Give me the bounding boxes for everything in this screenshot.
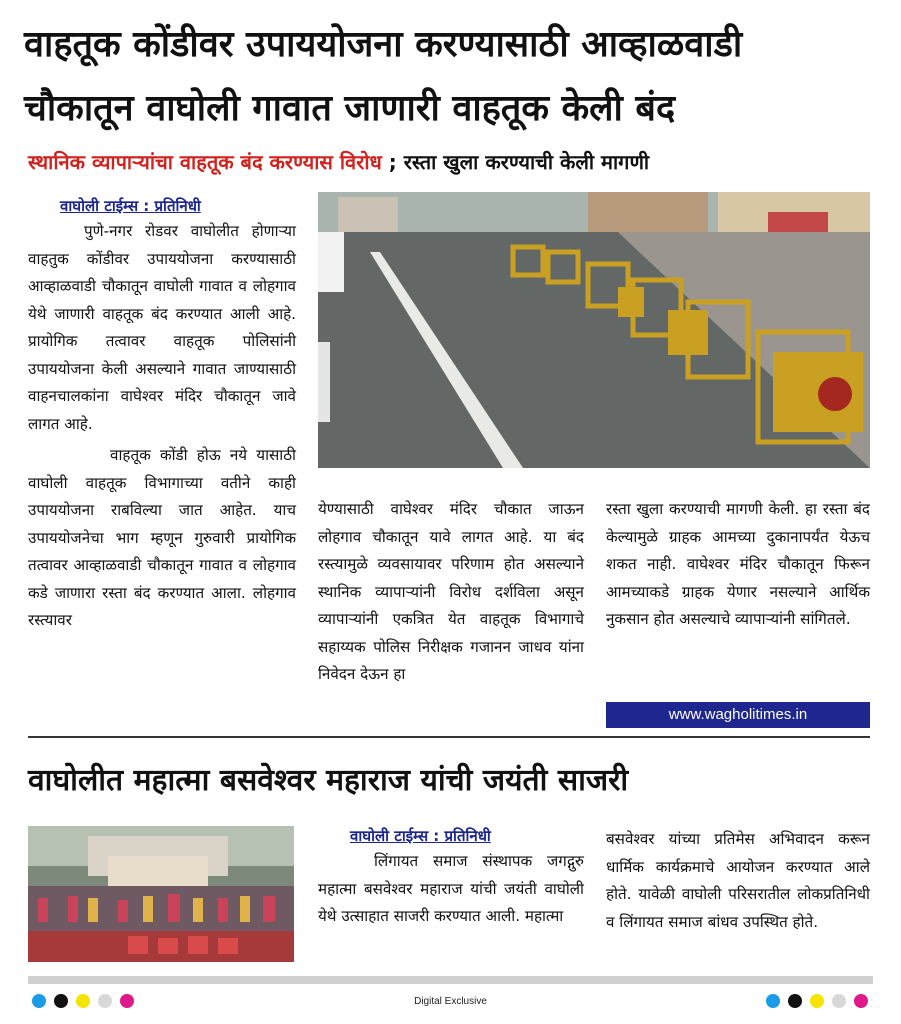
website-link-bar[interactable]: www.wagholitimes.in — [606, 702, 870, 728]
article2-col1-text: लिंगायत समाज संस्थापक जगद्गुरु महात्मा बसवेश्वर महाराज यांची जयंती वाघोली येथे उत्साहात साजरी करण्यात आली. महात्मा — [318, 852, 584, 925]
article2-column2: बसवेश्वर यांच्या प्रतिमेस अभिवादन करून धार्मिक कार्यक्रमाचे आयोजन करण्यात आले होते. यावेळी वाघोली परिसरातील लोकप्रतिनिधी व लिंगायत समाज बांधव उपस्थित होते. — [606, 830, 870, 931]
registration-dot-black-right — [788, 994, 802, 1008]
registration-dot-gray-right — [832, 994, 846, 1008]
article1-column3: रस्ता खुला करण्याची मागणी केली. हा रस्ता बंद केल्यामुळे ग्राहक आमच्या दुकानापर्यंत येऊच शकत नाही. वाघेश्वर मंदिर चौकातून फिरून आमच्याकडे ग्राहक येणार नसल्याने आर्थिक नुकसान होत असल्याचे व्यापाऱ्यांनी सांगितले. — [606, 500, 870, 628]
article1-byline: वाघोली टाईम्स : प्रतिनिधी — [60, 197, 201, 215]
footer-gray-bar — [28, 976, 873, 984]
main-headline-line1: वाहतूक कोंडीवर उपाययोजना करण्यासाठी आव्हाळवाडी — [24, 24, 743, 65]
registration-dot-cyan-right — [766, 994, 780, 1008]
article1-col1-para2: वाहतूक कोंडी होऊ नये यासाठी वाघोली वाहतूक विभागाच्या वतीने काही उपाययोजना राबविल्या जात आहेत. याच उपाययोजनेचा भाग म्हणून गुरुवारी प्रायोगिक तत्वावर आव्हाळवाडी चौकातून गावात व लोहगाव कडे जाणारा रस्ता बंद करण्यात आला. लोहगाव रस्त्यावर — [28, 446, 296, 629]
main-headline-line2: चौकातून वाघोली गावात जाणारी वाहतूक केली बंद — [24, 88, 676, 129]
article1-column1 — [28, 196, 296, 635]
article1-col1-para1: पुणे-नगर रोडवर वाघोलीत होणाऱ्या वाहतुक कोंडीवर उपाययोजना करण्यासाठी आव्हाळवाडी चौकातून वाघोली गावात व लोहगाव येथे जाणारी वाहतूक बंद करण्यात आली आहे. प्रायोगिक तत्वावर वाहतूक पोलिसांनी उपाययोजना केली असल्याने गावात जाण्यासाठी वाहनचालकांना वाघेश्वर मंदिर चौकातून जावे लागत आहे. — [28, 222, 296, 433]
registration-dot-yellow-right — [810, 994, 824, 1008]
article2-byline: वाघोली टाईम्स : प्रतिनिधी — [350, 827, 491, 845]
footer-label: Digital Exclusive — [414, 996, 487, 1007]
article1-photo-road-barricades — [318, 192, 870, 468]
subheadline-red: स्थानिक व्यापाऱ्यांचा वाहतूक बंद करण्यास विरोध — [28, 150, 382, 174]
article2-column1 — [318, 826, 584, 931]
second-headline: वाघोलीत महात्मा बसवेश्वर महाराज यांची जयंती साजरी — [28, 763, 629, 798]
article-divider — [28, 736, 870, 738]
article1-column2: येण्यासाठी वाघेश्वर मंदिर चौकात जाऊन लोहगाव चौकातून यावे लागत आहे. या बंद रस्त्यामुळे व्यवसायावर परिणाम होत असल्याने स्थानिक व्यापाऱ्यांनी विरोध दर्शविला असून व्यापाऱ्यांनी एकत्रित येत वाहतूक विभागाचे सहाय्यक पोलिस निरीक्षक गजानन जाधव यांना निवेदन देऊन हा — [318, 500, 584, 683]
subheadline-rest: ; रस्ता खुला करण्याची केली मागणी — [381, 150, 650, 174]
registration-dot-magenta-right — [854, 994, 868, 1008]
subheadline — [28, 148, 878, 175]
article2-photo-group — [28, 826, 294, 962]
